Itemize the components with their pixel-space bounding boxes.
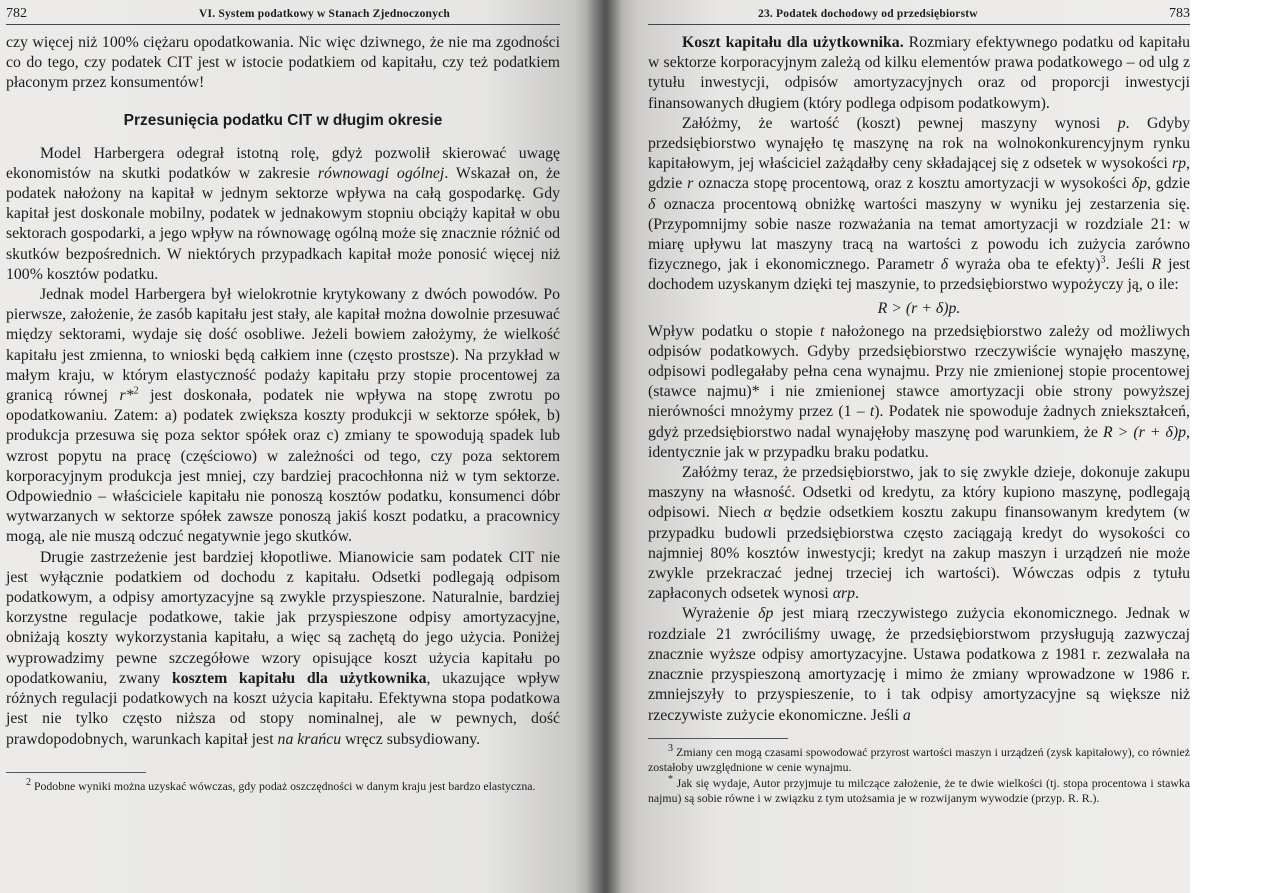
left-paragraph-2 — [6, 285, 560, 548]
text-run: Drugie zastrzeżenie jest bardziej kłopotliwe. Mianowicie sam podatek CIT nie jest wyłącznie podatkiem od dochodu z kapitału. Odsetki podlegają odpisom podatkowym, a odpisy amortyzacyjne są zwykle przyspieszone. Naturalnie, bardziej korzystne regulacje podatkowe, takie jak przyspieszone odpisy amortyzacyjne, obniżają koszty wykorzystania kapitału, a więc są zachętą do jego użycia. Poniżej wyprowadzimy pewne szczegółowe wzory opisujące koszt użycia kapitału po opodatkowaniu, zwany — [6, 548, 560, 687]
right-paragraph-1 — [648, 33, 1190, 114]
math-var: αrp — [832, 585, 856, 603]
math-var: rp — [1172, 155, 1187, 173]
text-run: Wpływ podatku o stopie — [648, 322, 821, 340]
right-running-title: 23. Podatek dochodowy od przedsiębiorstw — [758, 8, 978, 20]
right-paragraph-2 — [648, 114, 1190, 296]
left-paragraph-1 — [6, 144, 560, 285]
math-var: δ — [648, 195, 656, 213]
math-var: p — [1117, 114, 1126, 132]
footnote-rule — [648, 738, 788, 739]
footnote-ref: 3 — [1100, 254, 1106, 266]
footnote-rule — [6, 772, 146, 773]
footnote-marker: 2 — [26, 776, 31, 788]
footnote-marker: * — [668, 773, 673, 785]
math-var: t — [869, 403, 875, 421]
footnote-marker: 3 — [668, 742, 673, 754]
text-run: , ukazujące wpływ różnych regulacji podatkowych na koszt użycia kapitału. Efektywna stopa podatkowa jest nie tylko często niższa od stopy nominalnej, ale w pewnych, dość prawdopodobnych, warunkach kapitał jest — [6, 669, 560, 748]
right-paragraph-3 — [648, 322, 1190, 463]
right-paragraph-5 — [648, 604, 1190, 725]
right-paragraph-4 — [648, 463, 1190, 604]
text-run: jest miarą rzeczywistego zużycia ekonomicznego. Jednak w rozdziale 21 zwróciliśmy uwagę, że przedsiębiorstwom przysługują zazwyczaj znacznie wyższe odpisy amortyzacyjne. Ustawa podatkowa z 1981 r. zezwalała na znacznie przyspieszoną amortyzację i mimo że zmiany wprowadzone w 1986 r. zmniejszyły to przyspieszenie, to i tak odpisy amortyzacyjne są większe niż rzeczywiste zużycie ekonomiczne. Jeśli — [648, 605, 1190, 724]
text-run: , gdzie — [648, 155, 1190, 193]
inline-inequality: R > (r + δ)p — [1102, 423, 1187, 441]
footnote-2 — [6, 776, 560, 795]
text-run: , gdzie — [1146, 175, 1190, 193]
text-run: Jednak model Harbergera był wielokrotnie krytykowany z dwóch powodów. Po pierwsze, założenie, że zasób kapitału jest stały, ale kapitał można dowolnie przesuwać między sektorami, wydaje się dość osobliwe. Jeżeli bowiem założymy, że wielkość kapitału jest zmienna, to wnioski będą całkiem inne (często prostsze). Na przykład w małym kraju, w którym elastyczność podaży kapitału przy stopie procentowej za granicą równej — [6, 286, 560, 405]
right-page-number: 783 — [1169, 6, 1190, 21]
left-page — [0, 0, 604, 893]
right-running-head — [648, 6, 1190, 25]
math-var: t — [820, 322, 825, 340]
left-paragraph-3 — [6, 548, 560, 750]
text-run: . Jeśli — [1105, 256, 1152, 274]
text-run: oznacza stopę procentową, oraz z kosztu amortyzacji w wysokości — [693, 175, 1132, 193]
display-formula: R > (r + δ)p. — [877, 299, 961, 317]
text-run: Rozmiary efektywnego podatku od kapitału w sektorze korporacyjnym zależą od kilku elementów prawa podatkowego – od ulg z tytułu inwestycji, odpisów amortyzacyjnych oraz od proporcji inwestycji finansowanych długiem (który podlega odpisom podatkowym). — [648, 34, 1190, 112]
italic-term: równowagi ogólnej — [317, 164, 445, 182]
math-var: δp — [758, 605, 774, 623]
text-run: będzie odsetkiem kosztu zakupu finansowanym kredytem (w przypadku budowli przedsiębiorstwa często zaciągają kredyt do wysokości co najmniej 80% kosztów inwestycji; kredyt na zakup maszyn i urządzeń nie może zwykle przekraczać jednej trzeciej ich wartości). Wówczas odpis z tytułu zapłaconych odsetek wynosi — [648, 504, 1190, 603]
footnote-ref: 2 — [133, 385, 139, 397]
math-var: δ — [940, 256, 949, 274]
footnote-text: Podobne wyniki można uzyskać wówczas, gdy podaż oszczędności w danym kraju jest bardzo elastyczna. — [33, 778, 536, 793]
text-run: nałożonego na przedsiębiorstwo zależy od możliwych odpisów podatkowych. Gdyby przedsiębiorstwo rzeczywiście wynajęło maszynę, odpisowi podlegałaby pełna cena wynajmu. Przy nie zmienionej stopie procentowej (stawce najmu)* i nie zmienionej stawce amortyzacji obie strony powyższej nierówności mnożymy przez (1 – — [648, 322, 1190, 421]
text-run: wręcz subsydiowany. — [341, 730, 481, 748]
italic-term: na krańcu — [277, 730, 342, 748]
text-run: . Wskazał on, że podatek nałożony na kapitał w jednym sektorze wpływa na całą gospodarkę. Gdy kapitał jest doskonale mobilny, podatek w jednakowym stopniu obciąży kapitał w obu sektorach gospodarki, a jego wpływ na równowagę ogólną może się znacznie różnić od skutków bezpośrednich. W niektórych przypadkach kapitał może ponosić więcej niż 100% kosztów podatku. — [6, 164, 560, 283]
left-running-title: VI. System podatkowy w Stanach Zjednoczonych — [199, 8, 450, 20]
text-run: Wyrażenie — [682, 605, 759, 623]
text-run: , identycznie jak w przypadku braku podatku. — [648, 423, 1190, 461]
text-run: . — [855, 585, 859, 603]
text-run: ). Podatek nie spowoduje żadnych zniekształceń, gdyż przedsiębiorstwo nadal wynajęłoby maszynę pod warunkiem, że — [648, 403, 1190, 441]
footnote-asterisk — [648, 773, 1190, 807]
book-gutter-shadow — [586, 0, 622, 893]
bold-term: kosztem kapitału dla użytkownika — [171, 669, 427, 687]
left-page-number: 782 — [6, 6, 27, 21]
text-run: jest dochodem uzyskanym dzięki tej maszynie, to przedsiębiorstwo wypożyczy ją, o ile: — [648, 256, 1190, 294]
text-run: . Gdyby przedsiębiorstwo wynajęło tę maszynę na rok na wolnokonkurencyjnym rynku kapitałowym, jej właściciel zażądałby ceny składającej się z odsetek w wysokości — [648, 114, 1190, 173]
footnote-text: Zmiany cen mogą czasami spowodować przyrost wartości maszyn i urządzeń (zysk kapitałowy), co również zostałoby uwzględnione w cenie wynajmu. — [648, 744, 1190, 775]
footnote-text: Jak się wydaje, Autor przyjmuje tu milczące założenie, że te dwie wielkości (tj. stopa procentowa i stawka najmu) są sobie równe i w związku z tym utożsamia je w rozwijanym wywodzie (przyp. R. R.). — [648, 775, 1190, 806]
left-intro-paragraph: czy więcej niż 100% ciężaru opodatkowania. Nic więc dziwnego, że nie ma zgodności co do tego, czy podatek CIT jest w istocie podatkiem od kapitału, czy też podatkiem płaconym przez konsumentów! — [6, 34, 560, 92]
text-run: oznacza procentową obniżkę wartości maszyny w wyniku jej zestarzenia się. (Przypomnijmy sobie nasze rozważania na temat amortyzacji w rozdziale 21: w miarę upływu lat maszyny tracą na wartości z powodu ich zużycia zarówno fizycznego, jak i ekonomicznego. Parametr — [648, 195, 1190, 274]
math-var: r — [687, 175, 694, 193]
section-heading: Przesunięcia podatku CIT w długim okresie — [123, 111, 443, 129]
text-run: jest doskonała, podatek nie wpływa na stopę zwrotu po opodatkowaniu. Zatem: a) podatek zwiększa koszty produkcji w sektorze spółek, b) produkcja przesuwa się poza sektor spółek oraz c) zmiany te spowodują spadek lub wzrost popytu na pracę (częściowo) w zależności od tego, czy poza sektorem korporacyjnym produkcja jest mniej, czy bardziej pracochłonna niż w tym sektorze. Odpowiednio – właściciele kapitału nie ponoszą kosztów podatku, konsumenci dóbr wytwarzanych w sektorze spółek zawsze ponoszą jakiś koszt podatku, a pracownicy mogą, ale nie muszą odczuć negatywnie jego skutków. — [6, 387, 560, 546]
text-run: Model Harbergera odegrał istotną rolę, gdyż pozwolił skierować uwagę ekonomistów na skutki podatków w zakresie — [6, 144, 560, 182]
math-var: R — [1151, 256, 1162, 274]
text-run: Załóżmy, że wartość (koszt) pewnej maszyny wynosi — [682, 114, 1118, 132]
right-page — [604, 0, 1190, 893]
italic-term: r* — [119, 387, 134, 405]
math-var: δp — [1131, 175, 1147, 193]
left-running-head — [6, 6, 560, 25]
text-run: wyraża oba te efekty) — [948, 256, 1101, 274]
math-var: α — [763, 504, 772, 522]
footnote-3 — [648, 742, 1190, 776]
text-run: Załóżmy teraz, że przedsiębiorstwo, jak to się zwykle dzieje, dokonuje zakupu maszyny na własność. Odsetki od kredytu, za który kupiono maszynę, podlegają odpisowi. Niech — [648, 464, 1190, 522]
bold-lead: Koszt kapitału dla użytkownika. — [682, 34, 904, 51]
math-var: a — [902, 706, 911, 724]
